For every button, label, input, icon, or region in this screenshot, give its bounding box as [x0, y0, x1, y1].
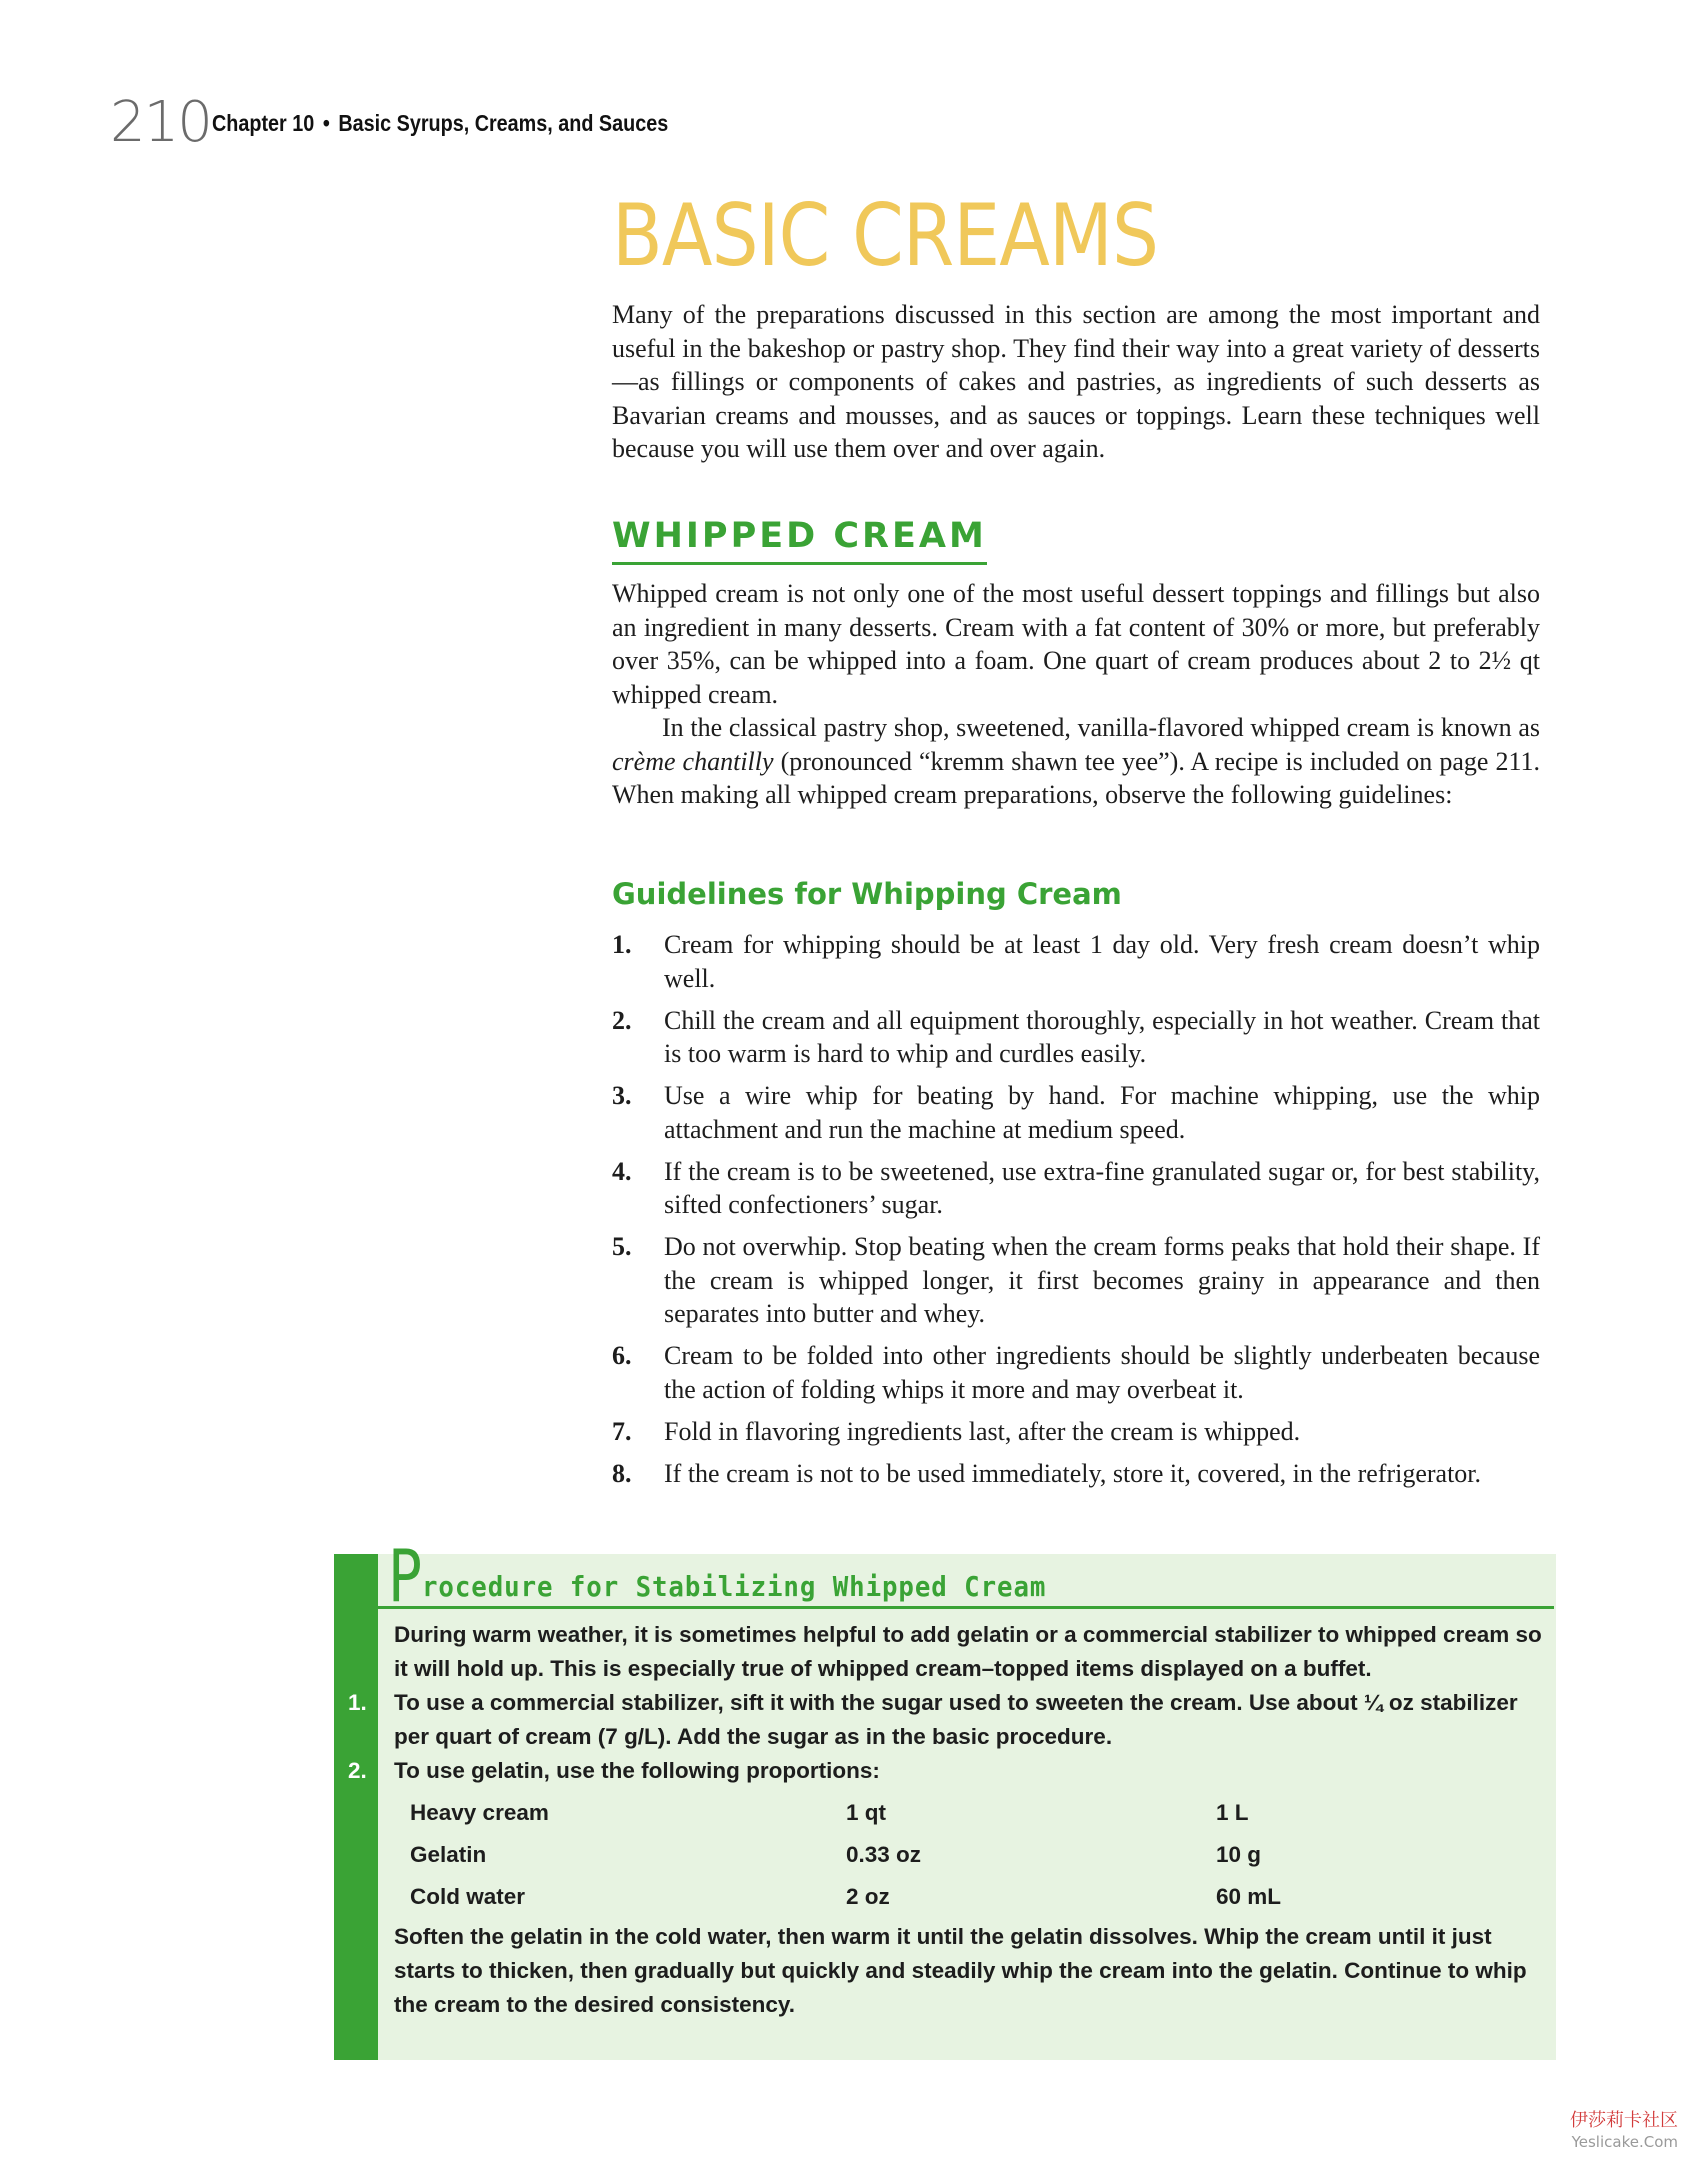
- bullet-separator: •: [322, 110, 330, 136]
- procedure-step-number: 2.: [348, 1758, 367, 1783]
- chapter-title: Basic Syrups, Creams, and Sauces: [338, 110, 669, 136]
- running-head: [212, 110, 668, 137]
- paragraph-text: (pronounced “kremm shawn tee yee”). A recipe is included on page 211. When making all whipped cream preparations, observe the following guidelines:: [612, 746, 1540, 809]
- procedure-title: rocedure for Stabilizing Whipped Cream: [422, 1570, 1047, 1603]
- procedure-closing: Soften the gelatin in the cold water, then warm it until the gelatin dissolves. Whip the cream until it just starts to thicken, then gradually but quickly and steadily whip the cream into the gelatin. Continue to whip the cream to the desired consistency.: [394, 1924, 1527, 2017]
- watermark-chinese: 伊莎莉卡社区: [1570, 2110, 1678, 2131]
- guideline-number: 2.: [612, 1005, 632, 1035]
- guideline-item: [612, 1457, 1540, 1491]
- procedure-step-2: To use gelatin, use the following proportions:: [394, 1758, 880, 1783]
- guideline-item: [612, 1230, 1540, 1331]
- procedure-sidebar-bar: [334, 1554, 378, 2060]
- ingredient-name: Heavy cream: [410, 1800, 549, 1825]
- guideline-number: 6.: [612, 1341, 632, 1370]
- guideline-number: 1.: [612, 930, 632, 959]
- procedure-box: [334, 1534, 1556, 2060]
- guideline-text: Cream for whipping should be at least 1 day old. Very fresh cream doesn’t whip well.: [664, 930, 1540, 993]
- watermark: [1570, 2110, 1678, 2152]
- watermark-url: Yeslicake.Com: [1571, 2133, 1678, 2151]
- intro-paragraph: Many of the preparations discussed in this section are among the most important and useful in the bakeshop or pastry shop. They find their way into a great variety of desserts—as fillings or components of cakes and pastries, as ingredients of such desserts as Bavarian creams and mousses, and as sauces or toppings. Learn these techniques well because you will use them over and over again.: [612, 300, 1540, 463]
- guideline-item: [612, 1155, 1540, 1222]
- procedure-intro: During warm weather, it is sometimes helpful to add gelatin or a commercial stabilizer to whipped cream so it will hold up. This is especially true of whipped cream–topped items displayed on a buffet.: [394, 1622, 1542, 1681]
- page-number: 210: [110, 90, 211, 155]
- guideline-text: If the cream is to be sweetened, use extra-fine granulated sugar or, for best stability, sifted confectioners’ sugar.: [664, 1156, 1540, 1219]
- guideline-item: [612, 1339, 1540, 1406]
- ingredient-name: Cold water: [410, 1884, 526, 1909]
- guideline-number: 5.: [612, 1232, 632, 1261]
- metric-quantity: 10 g: [1216, 1842, 1262, 1867]
- intro-block: [612, 298, 1540, 466]
- guideline-item: [612, 928, 1540, 995]
- section-title: BASIC CREAMS: [612, 186, 1159, 286]
- us-quantity: 2 oz: [846, 1884, 890, 1909]
- us-quantity: 0.33 oz: [846, 1842, 922, 1867]
- guideline-item: [612, 1079, 1540, 1146]
- guideline-text: Do not overwhip. Stop beating when the cream forms peaks that hold their shape. If the cream is whipped longer, it first becomes grainy in appearance and then separates into butter and whey.: [664, 1232, 1540, 1328]
- metric-quantity: 1 L: [1216, 1800, 1249, 1825]
- whipped-cream-paragraph-1: Whipped cream is not only one of the most useful dessert toppings and fillings but also an ingredient in many desserts. Cream with a fat content of 30% or more, but preferably over 35%, can be whipped into a foam. One quart of cream produces about 2 to 2½ qt whipped cream.: [612, 579, 1540, 709]
- guideline-text: Use a wire whip for beating by hand. For machine whipping, use the whip attachment and run the machine at medium speed.: [664, 1081, 1540, 1144]
- paragraph-text: In the classical pastry shop, sweetened, vanilla-flavored whipped cream is known as: [662, 713, 1540, 742]
- guideline-number: 4.: [612, 1156, 632, 1186]
- guideline-number: 3.: [612, 1081, 632, 1110]
- guidelines-heading: Guidelines for Whipping Cream: [612, 877, 1122, 911]
- procedure-step-number: 1.: [348, 1690, 367, 1715]
- metric-quantity: 60 mL: [1216, 1884, 1282, 1909]
- guideline-item: [612, 1415, 1540, 1449]
- guideline-number: 8.: [612, 1458, 632, 1488]
- procedure-title-rule: [360, 1606, 1554, 1609]
- term-creme-chantilly: crème chantilly: [612, 746, 774, 776]
- procedure-title-initial: P: [388, 1534, 422, 1618]
- guideline-text: Cream to be folded into other ingredients should be slightly underbeaten because the action of folding whips it more and may overbeat it.: [664, 1341, 1540, 1404]
- guideline-text: If the cream is not to be used immediately, store it, covered, in the refrigerator.: [664, 1458, 1482, 1488]
- guideline-number: 7.: [612, 1416, 632, 1446]
- proportion-row: [410, 1796, 1310, 1830]
- whipped-cream-paragraph-2: [612, 711, 1540, 812]
- proportion-row: [410, 1880, 1310, 1914]
- guideline-text: Fold in flavoring ingredients last, after the cream is whipped.: [664, 1416, 1301, 1446]
- whipped-cream-body: [612, 577, 1540, 812]
- us-quantity: 1 qt: [846, 1800, 887, 1825]
- whipped-cream-heading: WHIPPED CREAM: [612, 514, 987, 565]
- ingredient-name: Gelatin: [410, 1842, 487, 1867]
- guidelines-list: [612, 928, 1540, 1499]
- chapter-label: Chapter 10: [212, 110, 315, 136]
- proportion-row: [410, 1838, 1310, 1872]
- guideline-item: [612, 1004, 1540, 1071]
- guideline-text: Chill the cream and all equipment thoroughly, especially in hot weather. Cream that is too warm is hard to whip and curdles easily.: [664, 1005, 1540, 1068]
- procedure-step-1: To use a commercial stabilizer, sift it with the sugar used to sweeten the cream. Use about ¼ oz stabilizer per quart of cream (7 g/L). Add the sugar as in the basic procedure.: [394, 1690, 1518, 1749]
